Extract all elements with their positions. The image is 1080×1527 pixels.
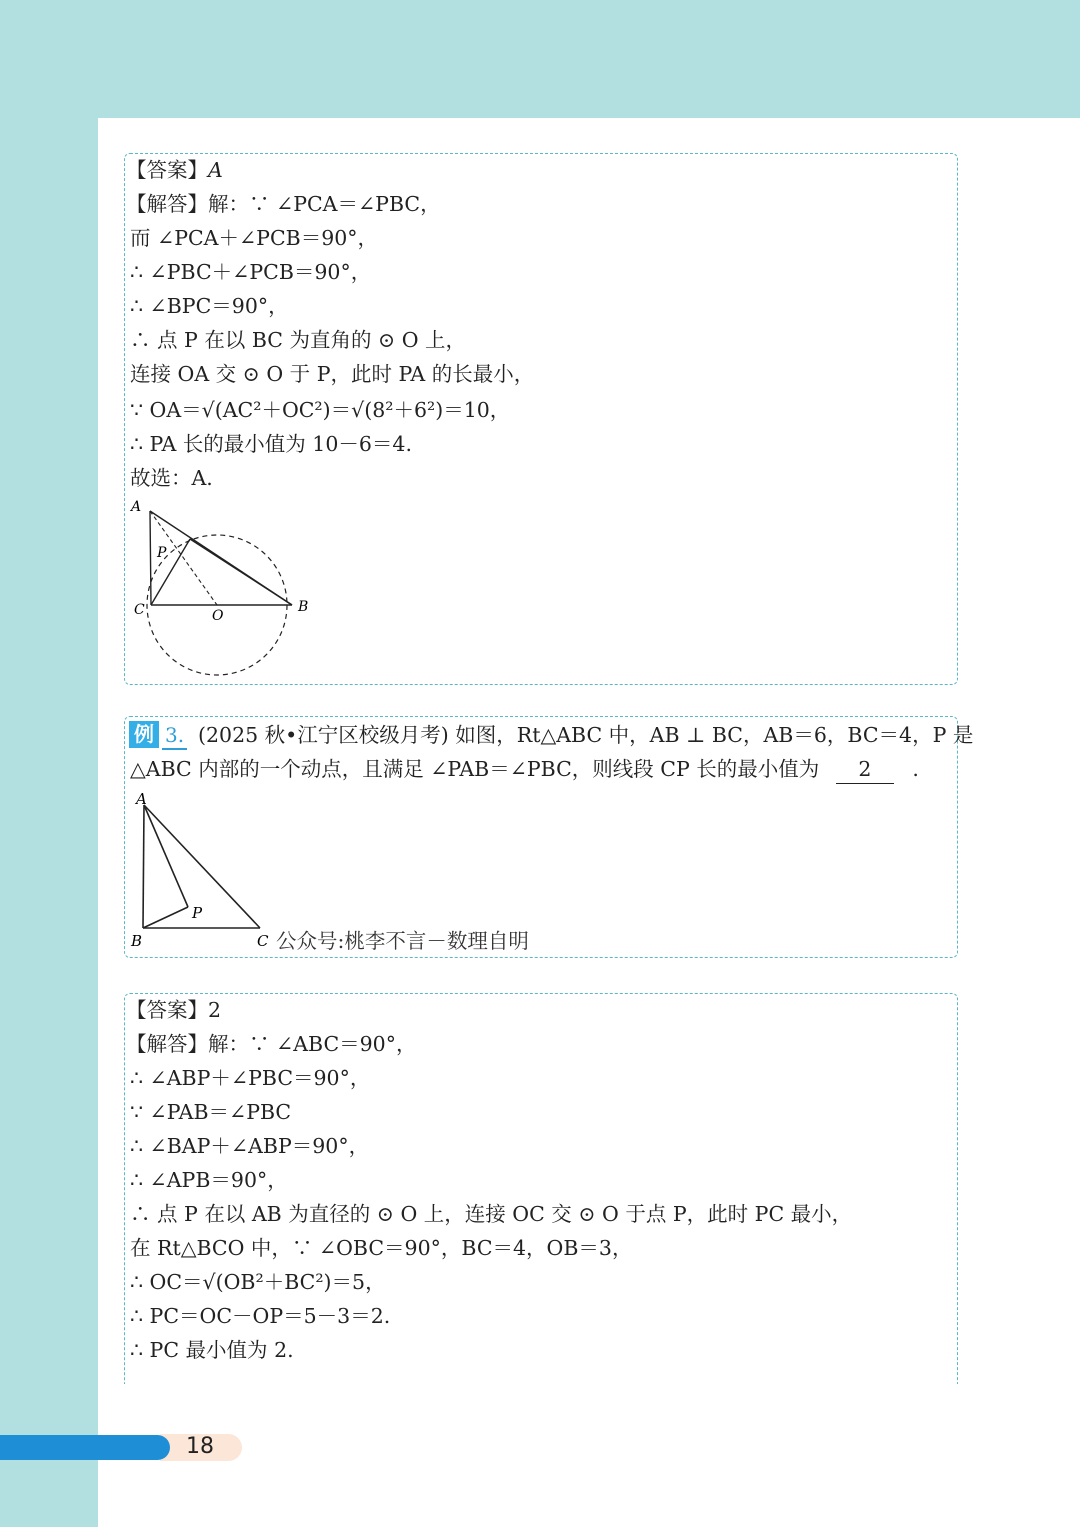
label-p: P	[157, 545, 167, 561]
top-band	[0, 0, 1080, 118]
example-tag: 例	[129, 721, 159, 748]
answer-line-1	[126, 156, 223, 184]
page-number: 18	[186, 1434, 214, 1459]
solution2-step-9: ∴ PC＝OC－OP＝5－3＝2.	[130, 1304, 391, 1328]
label-o: O	[212, 608, 224, 624]
segment-ab	[143, 805, 144, 928]
label-a: A	[131, 499, 142, 515]
left-band	[0, 0, 98, 1527]
solution1-step-1: 解：∵ ∠PCA＝∠PBC，	[208, 192, 441, 216]
watermark-text: 公众号:桃李不言－数理自明	[276, 929, 529, 953]
segment-ac	[150, 511, 151, 605]
answer-tag: 【答案】	[126, 998, 208, 1022]
label-b: B	[298, 599, 309, 615]
solution1-step-8: ∴ PA 长的最小值为 10－6＝4.	[130, 432, 412, 456]
label-a: A	[136, 790, 147, 808]
segment-pb	[190, 539, 292, 605]
example-period: .	[912, 757, 919, 781]
answer-value: A	[208, 158, 223, 182]
footer-bar	[0, 1435, 170, 1460]
solution2-step-1: 解：∵ ∠ABC＝90°，	[208, 1032, 417, 1056]
analysis-tag: 【解答】	[126, 192, 208, 216]
solution2-step-5: ∴ ∠APB＝90°，	[130, 1168, 288, 1192]
solution2-step-3: ∵ ∠PAB＝∠PBC	[130, 1100, 292, 1124]
solution2-step-8: ∴ OC＝√(OB²＋BC²)＝5，	[130, 1270, 386, 1294]
label-c: C	[134, 602, 145, 618]
analysis-line-2	[126, 1030, 416, 1058]
solution1-step-3: ∴ ∠PBC＋∠PCB＝90°，	[130, 260, 372, 284]
label-b: B	[131, 932, 143, 950]
label-c: C	[257, 932, 269, 950]
analysis-line-1	[126, 190, 441, 218]
segment-bp	[143, 907, 188, 928]
example-line-1: (2025 秋•江宁区校级月考) 如图，Rt△ABC 中，AB ⊥ BC，AB＝6，BC＝4，P 是	[198, 723, 974, 747]
solution1-step-9: 故选：A.	[130, 466, 213, 490]
analysis-tag: 【解答】	[126, 1032, 208, 1056]
figure-right-triangle	[128, 788, 278, 953]
solution1-step-4: ∴ ∠BPC＝90°，	[130, 294, 289, 318]
solution1-step-6: 连接 OA 交 ⊙ O 于 P，此时 PA 的长最小，	[130, 362, 535, 386]
segment-ap	[144, 805, 188, 907]
solution2-step-6: ∴ 点 P 在以 AB 为直径的 ⊙ O 上，连接 OC 交 ⊙ O 于点 P，此时 PC 最小，	[130, 1202, 853, 1226]
answer-tag: 【答案】	[126, 158, 208, 182]
solution2-step-7: 在 Rt△BCO 中，∵ ∠OBC＝90°，BC＝4，OB＝3，	[130, 1236, 633, 1260]
example-question: △ABC 内部的一个动点，且满足 ∠PAB＝∠PBC，则线段 CP 长的最小值为	[130, 757, 820, 781]
label-p: P	[192, 904, 203, 922]
solution1-step-5: ∴ 点 P 在以 BC 为直角的 ⊙ O 上，	[130, 328, 467, 352]
solution2-step-4: ∴ ∠BAP＋∠ABP＝90°，	[130, 1134, 370, 1158]
solution2-step-2: ∴ ∠ABP＋∠PBC＝90°，	[130, 1066, 371, 1090]
solution1-step-7: ∵ OA＝√(AC²＋OC²)＝√(8²＋6²)＝10，	[130, 398, 511, 422]
answer-line-2	[126, 996, 221, 1024]
example-line-2	[130, 755, 919, 784]
solution1-step-2: 而 ∠PCA＋∠PCB＝90°，	[130, 226, 379, 250]
answer-blank: 2	[836, 755, 894, 784]
example-number: 3.	[162, 722, 187, 750]
figure-circle-triangle	[126, 495, 316, 680]
answer-value: 2	[208, 998, 222, 1022]
solution2-step-10: ∴ PC 最小值为 2.	[130, 1338, 294, 1362]
